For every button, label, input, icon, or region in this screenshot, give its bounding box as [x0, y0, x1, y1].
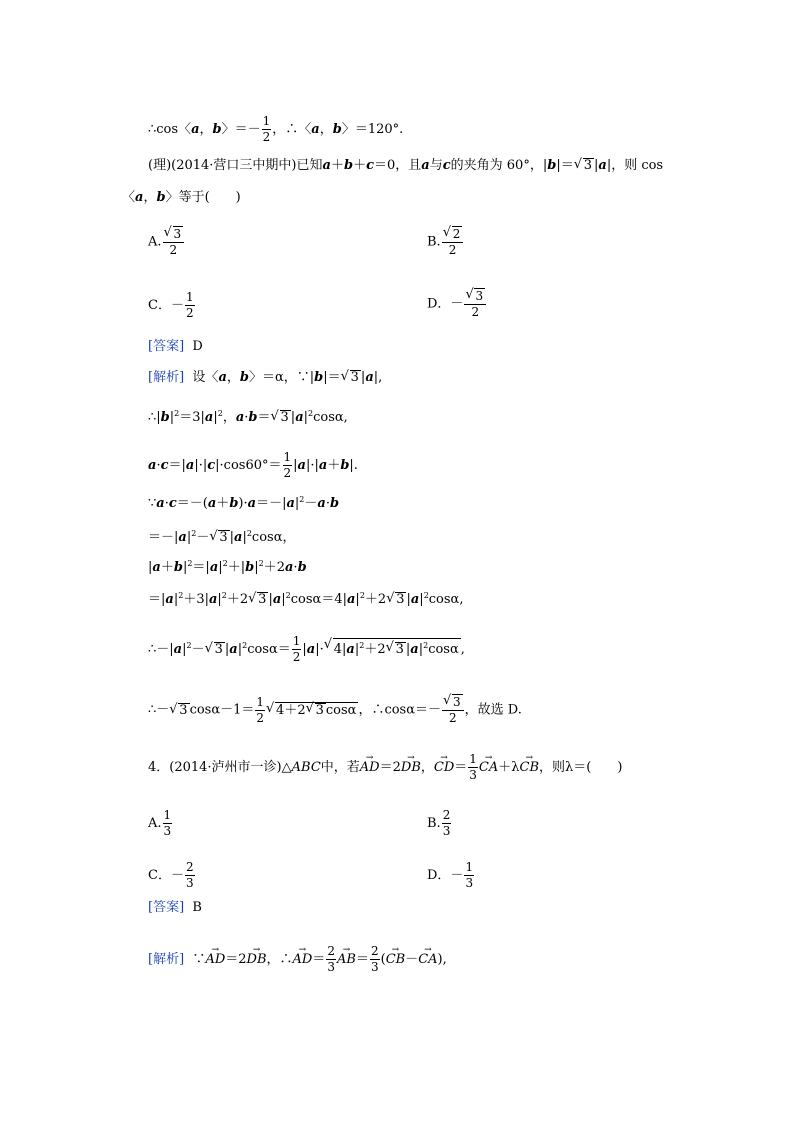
question-li-line1: (理)(2014·营口三中期中)已知a＋b＋c＝0，且a与c的夹角为 60°，|b|＝√ 3 |a|，则 cos	[148, 158, 663, 174]
fraction: $\frac{1}{2}$	[262, 114, 271, 144]
solution-line3: a·c＝|a|·|c|·cos60°＝ $\frac{1}{2}$ |a|·|a＋b|.	[148, 450, 358, 480]
answer-line: [答案] D	[148, 339, 203, 354]
option-a: A. √ $\frac{3}{2}$	[148, 226, 185, 258]
solution-tag: [解析]	[148, 370, 185, 385]
solution-tag: [解析]	[148, 952, 185, 967]
answer-tag: [答案]	[148, 900, 185, 915]
sqrt: √ 3	[574, 158, 594, 174]
answer-line: [答案] B	[148, 900, 202, 915]
solution-line2: $\therefore|b|^2=3|a|^2$，a·b＝√ 3 $|a|^2\cos\alpha$,	[148, 406, 348, 426]
solution-line9: ∴－√ 3 cosα－1＝ $\frac{1}{2}$ √ 4＋2√ 3 cosα ，∴cosα＝－ √ $\frac{3}{2}$ ，故选 D.	[148, 694, 522, 726]
solution-line1: [解析] 设〈a，b〉＝α，∵|b|＝√ 3 |a|,	[148, 370, 382, 386]
option-d: D．－ √ $\frac{3}{2}$	[427, 288, 487, 320]
line-cos-result: ∴cos〈a，b〉＝－ $\frac{1}{2}$ ，∴〈a，b〉＝120°.	[148, 114, 404, 144]
option-a: A. $\frac{1}{3}$	[148, 808, 172, 838]
solution-line8: $\therefore-|a|^2-√$ 3 $|a|^2\cos\alpha=$ $\frac{1}{2}$ |a|·√ $4|a|^2+2√$ 3 $|a|^2\cos\alpha$ ,	[148, 634, 465, 665]
solution-line5: $=-|a|^2-√$ 3 $|a|^2\cos\alpha$，	[148, 526, 295, 546]
question-4: 4．(2014·泸州市一诊)△ABC中，若→ AD＝2→ DB，→ CD＝ $\frac{1}{3}$ → CA＋λ→ CB，则λ＝( )	[148, 752, 622, 783]
option-c: C．－ $\frac{2}{3}$	[148, 860, 194, 890]
option-b: B. √ $\frac{2}{2}$	[427, 226, 464, 258]
solution-line6: $|a+b|^2=|a|^2+|b|^2+2a\cdot b$	[148, 559, 307, 575]
option-b: B. $\frac{2}{3}$	[427, 808, 451, 838]
solution-q4: [解析] ∵→ AD＝2→ DB，∴→ AD＝ $\frac{2}{3}$ → AB＝ $\frac{2}{3}$ (→ CB－→ CA),	[148, 944, 447, 975]
solution-line4: $\because a\cdot c=-(a+b)\cdot a=-|a|^2-a\cdot b$	[148, 495, 340, 511]
option-c: C．－ $\frac{1}{2}$	[148, 290, 194, 320]
option-d: D．－ $\frac{1}{3}$	[427, 860, 474, 890]
solution-line7: $=|a|^2+3|a|^2+2√$ 3 $|a|^2\cos\alpha=4|a|^2+2√$ 3 $|a|^2\cos\alpha$,	[148, 588, 463, 608]
question-li-line2: 〈a，b〉等于( )	[122, 190, 241, 205]
answer-tag: [答案]	[148, 339, 185, 354]
